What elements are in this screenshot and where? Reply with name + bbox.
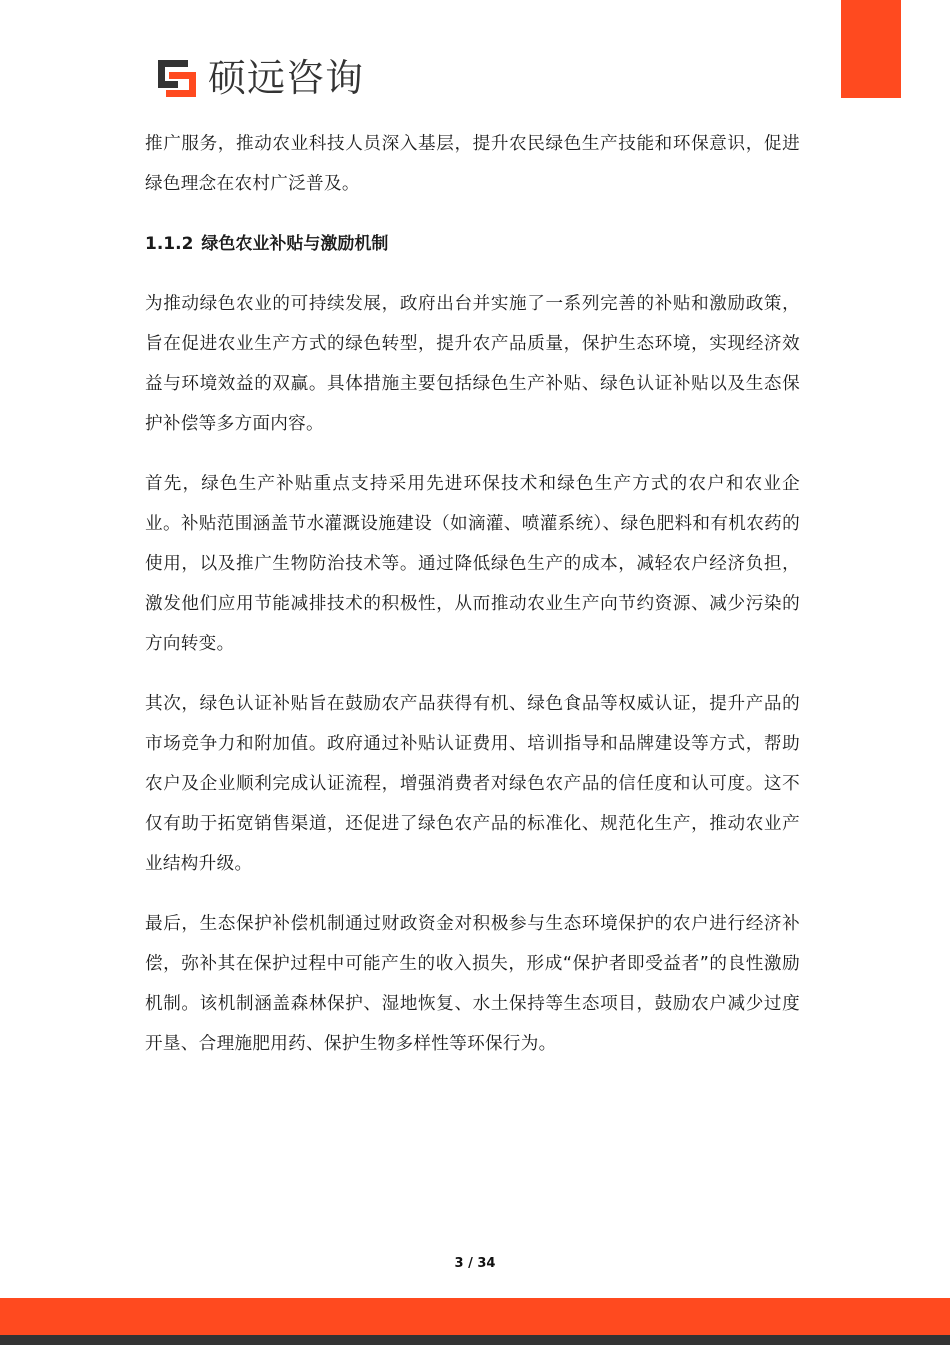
paragraph-overview: 为推动绿色农业的可持续发展，政府出台并实施了一系列完善的补贴和激励政策，旨在促进农业生产方式的绿色转型，提升农产品质量，保护生态环境，实现经济效益与环境效益的双赢。具体措施主要包括绿色生产补贴、绿色认证补贴以及生态保护补偿等多方面内容。 [145,294,800,434]
section-heading [145,224,800,264]
document-body [145,124,800,1064]
paragraph-ecological-compensation: 最后，生态保护补偿机制通过财政资金对积极参与生态环境保护的农户进行经济补偿，弥补其在保护过程中可能产生的收入损失，形成“保护者即受益者”的良性激励机制。该机制涵盖森林保护、湿地恢复、水土保持等生态项目，鼓励农户减少过度开垦、合理施肥用药、保护生物多样性等环保行为。 [145,914,800,1054]
paragraph-green-certification-subsidy: 其次，绿色认证补贴旨在鼓励农产品获得有机、绿色食品等权威认证，提升产品的市场竞争力和附加值。政府通过补贴认证费用、培训指导和品牌建设等方式，帮助农户及企业顺利完成认证流程，增强消费者对绿色农产品的信任度和认可度。这不仅有助于拓宽销售渠道，还促进了绿色农产品的标准化、规范化生产，推动农业产业结构升级。 [145,694,800,874]
section-number: 1.1.2 [145,234,194,254]
page-number: 3 / 34 [454,1256,496,1271]
section-title: 绿色农业补贴与激励机制 [201,234,389,254]
brand-logo [156,55,364,101]
paragraph-green-production-subsidy: 首先，绿色生产补贴重点支持采用先进环保技术和绿色生产方式的农户和农业企业。补贴范围涵盖节水灌溉设施建设（如滴灌、喷灌系统）、绿色肥料和有机农药的使用，以及推广生物防治技术等。通过降低绿色生产的成本，减轻农户经济负担，激发他们应用节能减排技术的积极性，从而推动农业生产向节约资源、减少污染的方向转变。 [145,474,800,654]
brand-name: 硕远咨询 [208,56,365,100]
footer-dark-band [0,1335,950,1345]
footer-accent-band [0,1298,950,1335]
intro-paragraph: 推广服务，推动农业科技人员深入基层，提升农民绿色生产技能和环保意识，促进绿色理念在农村广泛普及。 [145,134,800,194]
corner-accent-tab [841,0,901,98]
logo-s-mark-icon [156,57,198,99]
